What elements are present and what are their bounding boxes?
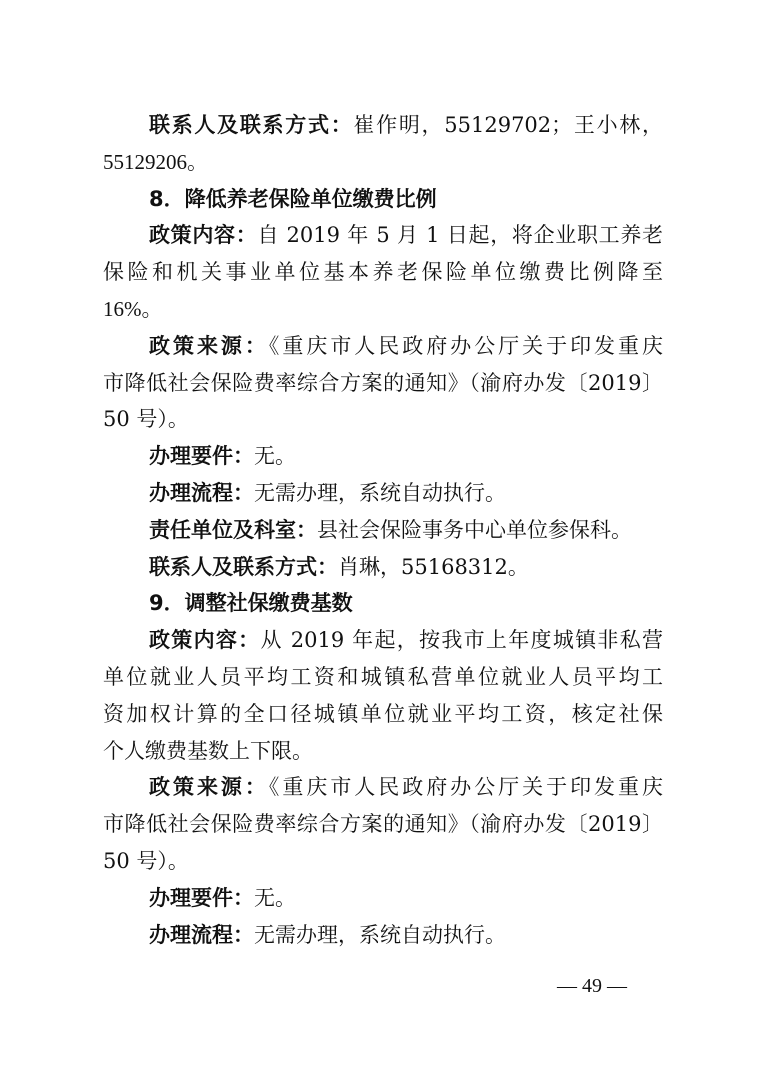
source-label: 政策来源： <box>149 333 269 358</box>
policy-line: 16%。 <box>103 296 163 321</box>
policy-line: 保险和机关事业单位基本养老保险单位缴费比例降至 <box>103 260 663 285</box>
policy-line <box>103 622 663 659</box>
requirements-text: 无。 <box>254 885 296 910</box>
requirements-line <box>103 880 663 917</box>
process-text: 无需办理，系统自动执行。 <box>254 480 506 505</box>
source-line <box>103 328 663 365</box>
process-label: 办理流程： <box>149 922 254 947</box>
page-number-text: — 49 — <box>557 975 627 997</box>
policy-line <box>103 217 663 254</box>
policy-line: 个人缴费基数上下限。 <box>103 738 313 763</box>
policy-label: 政策内容： <box>149 223 258 248</box>
contact-line-2: 55129206。 <box>103 149 208 174</box>
policy-text: 自 2019 年 5 月 1 日起，将企业职工养老 <box>257 223 664 248</box>
requirements-label: 办理要件： <box>149 885 254 910</box>
requirements-line <box>103 438 663 475</box>
source-line: 市降低社会保险费率综合方案的通知》（渝府办发〔2019〕 <box>103 812 663 837</box>
section-heading-8: 8．降低养老保险单位缴费比例 <box>149 186 437 211</box>
process-line <box>103 475 663 512</box>
contact-line-1 <box>103 107 663 144</box>
process-text: 无需办理，系统自动执行。 <box>254 922 506 947</box>
department-line <box>103 512 663 549</box>
policy-label: 政策内容： <box>149 628 261 653</box>
requirements-label: 办理要件： <box>149 444 254 469</box>
contact-text: 崔作明，55129702；王小林， <box>353 113 664 137</box>
process-label: 办理流程： <box>149 480 254 505</box>
policy-line: 资加权计算的全口径城镇单位就业平均工资，核定社保 <box>103 701 663 726</box>
section-heading-9: 9．调整社保缴费基数 <box>149 591 353 616</box>
source-label: 政策来源： <box>149 775 269 800</box>
source-text: 《重庆市人民政府办公厅关于印发重庆 <box>268 333 664 358</box>
page-number <box>0 975 757 998</box>
requirements-text: 无。 <box>254 444 296 469</box>
contact-text: 肖琳，55168312。 <box>338 554 529 579</box>
department-label: 责任单位及科室： <box>149 517 317 542</box>
source-line: 市降低社会保险费率综合方案的通知》（渝府办发〔2019〕 <box>103 370 663 395</box>
policy-line: 单位就业人员平均工资和城镇私营单位就业人员平均工 <box>103 664 663 689</box>
contact-line <box>103 549 663 586</box>
source-line <box>103 769 663 806</box>
contact-label: 联系人及联系方式： <box>149 554 338 579</box>
policy-text: 从 2019 年起，按我市上年度城镇非私营 <box>260 628 664 653</box>
source-line: 50 号）。 <box>103 848 189 873</box>
department-text: 县社会保险事务中心单位参保科。 <box>317 517 632 542</box>
contact-label: 联系人及联系方式： <box>149 113 354 137</box>
source-line: 50 号）。 <box>103 407 189 432</box>
process-line <box>103 917 663 954</box>
source-text: 《重庆市人民政府办公厅关于印发重庆 <box>268 775 664 800</box>
document-body <box>103 107 663 953</box>
